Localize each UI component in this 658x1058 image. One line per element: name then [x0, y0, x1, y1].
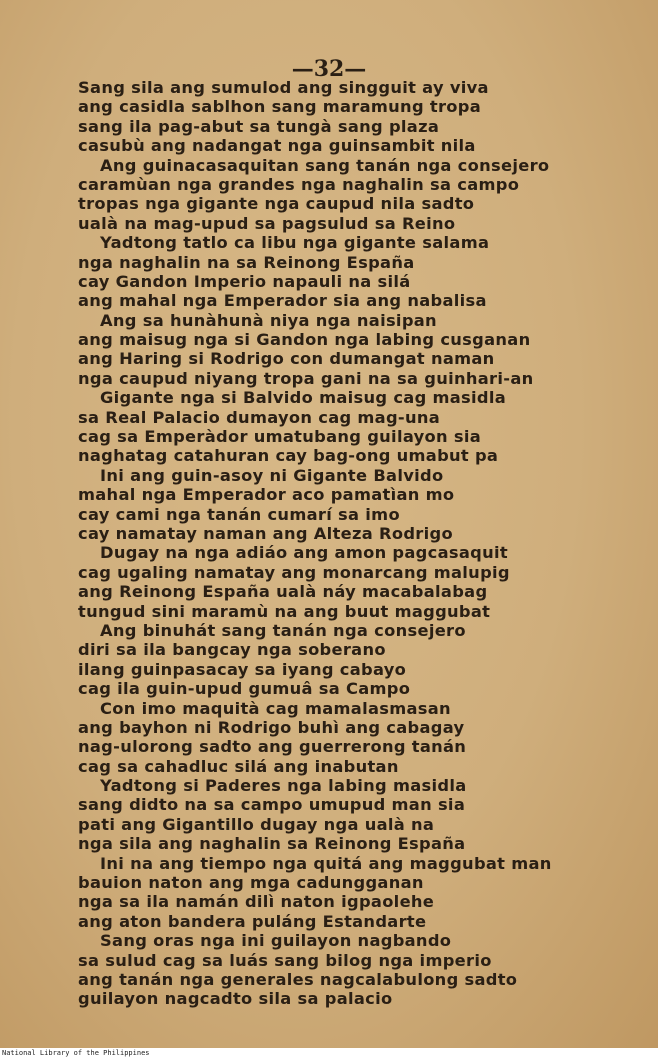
poem-line: ang aton bandera puláng Estandarte	[78, 911, 427, 931]
poem-line: sang didto na sa campo umupud man sia	[78, 795, 466, 815]
poem-line: nga caupud niyang tropa gani na sa guinhari-an	[78, 368, 534, 388]
poem-line: naghatag catahuran cay bag-ong umabut pa	[78, 446, 499, 466]
poem-line: caramùan nga grandes nga naghalin sa campo	[78, 174, 520, 194]
poem-line: ang Reinong España ualà náy macabalabag	[78, 582, 488, 602]
poem-line: tungud sini maramù na ang buut maggubat	[78, 601, 491, 621]
poem-line: sang ila pag-abut sa tungà sang plaza	[78, 116, 440, 136]
poem-line: nag-ulorong sadto ang guerrerong tanán	[78, 737, 467, 757]
poem-line: ang tanán nga generales nagcalabulong sadto	[78, 969, 518, 989]
poem-line: nga sila ang naghalin sa Reinong España	[78, 834, 466, 854]
poem-line: mahal nga Emperador aco pamatìan mo	[78, 485, 455, 505]
poem-line: sa sulud cag sa luás sang bilog nga imperio	[78, 950, 492, 970]
poem-line: cag sa Emperàdor umatubang guilayon sia	[78, 427, 482, 447]
poem-line: Sang sila ang sumulod ang singguit ay viva	[78, 78, 489, 97]
poem-line: Yadtong tatlo ca libu nga gigante salama	[100, 233, 490, 253]
poem-line: cag ila guin-upud gumuâ sa Campo	[78, 679, 411, 699]
poem-line: Ini ang guin-asoy ni Gigante Balvido	[100, 465, 444, 485]
page-number: —32—	[291, 56, 367, 82]
poem-line: cay Gandon Imperio napauli na silá	[78, 271, 411, 291]
poem-line: guilayon nagcadto sila sa palacio	[78, 989, 393, 1009]
poem-line: cay namatay naman ang Alteza Rodrigo	[78, 523, 453, 543]
poem-line: cay cami nga tanán cumarí sa imo	[78, 504, 400, 524]
poem-line: Ang sa hunàhunà niya nga naisipan	[100, 310, 437, 330]
poem-line: Yadtong si Paderes nga labing masidla	[100, 776, 467, 796]
poem-line: ilang guinpasacay sa iyang cabayo	[78, 659, 407, 679]
footer-credit: National Library of the Philippines	[0, 1048, 658, 1058]
poem-line: Ang binuhát sang tanán nga consejero	[100, 620, 466, 640]
poem-line: diri sa ila bangcay nga soberano	[78, 640, 386, 660]
poem-line: ang maisug nga si Gandon nga labing cusganan	[78, 330, 531, 350]
poem-line: ang mahal nga Emperador sia ang nabalisa	[78, 291, 487, 311]
poem-line: Ang guinacasaquitan sang tanán nga consejero	[100, 155, 550, 175]
poem-line: Sang oras nga ini guilayon nagbando	[100, 931, 452, 951]
poem-line: cag ugaling namatay ang monarcang malupig	[78, 562, 510, 582]
poem-line: sa Real Palacio dumayon cag mag-una	[78, 407, 441, 427]
poem-line: cag sa cahadluc silá ang inabutan	[78, 756, 399, 776]
poem-line: Dugay na nga adiáo ang amon pagcasaquit	[100, 543, 508, 563]
poem-line: nga naghalin na sa Reinong España	[78, 252, 415, 272]
poem-line: Ini na ang tiempo nga quitá ang maggubat man	[100, 853, 552, 873]
poem-line: tropas nga gigante nga caupud nila sadto	[78, 194, 475, 214]
poem-line: casubù ang nadangat nga guinsambit nila	[78, 136, 476, 156]
poem-line: ang bayhon ni Rodrigo buhì ang cabagay	[78, 717, 465, 737]
poem-line: Con imo maquità cag mamalasmasan	[100, 698, 451, 718]
poem-line: nga sa ila namán dilì naton igpaolehe	[78, 892, 435, 912]
poem-line: ang casidla sablhon sang maramung tropa	[78, 97, 482, 117]
poem-line: Gigante nga si Balvido maisug cag masidla	[100, 388, 507, 408]
poem-line: pati ang Gigantillo dugay nga ualà na	[78, 814, 435, 834]
poem-line: ualà na mag-upud sa pagsulud sa Reino	[78, 213, 456, 233]
poem-text	[78, 78, 608, 1009]
poem-line: bauion naton ang mga cadungganan	[78, 873, 424, 893]
poem-line: ang Haring si Rodrigo con dumangat naman	[78, 349, 495, 369]
